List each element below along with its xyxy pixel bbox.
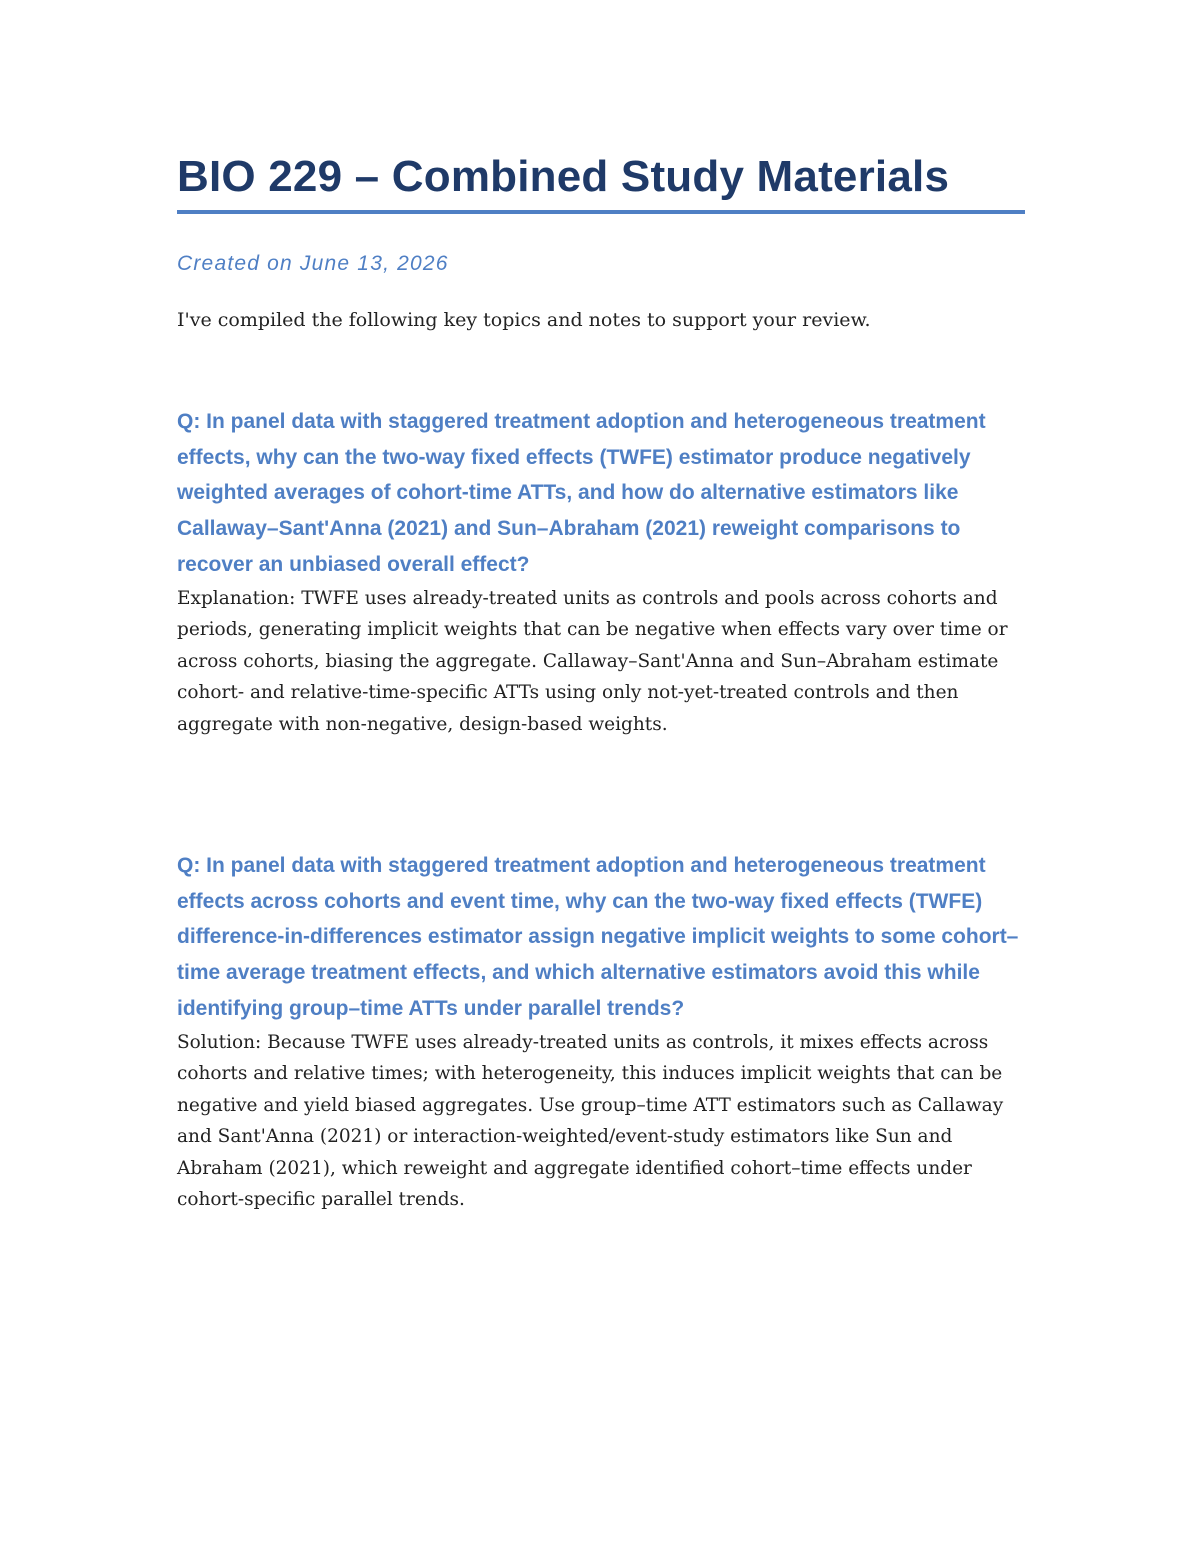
answer-paragraph: Solution: Because TWFE uses already-treated units as controls, it mixes effects across cohorts and relative times; with heterogeneity, this induces implicit weights that can be negative and yield biased aggregates. Use group–time ATT estimators such as Callaway and Sant'Anna (2021) or interaction-weighted/event-study estimators like Sun and Abraham (2021), which reweight and aggregate identified cohort–time effects under cohort-specific parallel trends. [177,1031,1004,1211]
document-title: BIO 229 – Combined Study Materials [177,150,1025,214]
answer-paragraph: Explanation: TWFE uses already-treated units as controls and pools across cohorts and periods, generating implicit weights that can be negative when effects vary over time or across cohorts, biasing the aggregate. Callaway–Sant'Anna and Sun–Abraham estimate cohort- and relative-time-specific ATTs using only not-yet-treated controls and then aggregate with non-negative, design-based weights. [177,587,1008,735]
intro-paragraph: I've compiled the following key topics and notes to support your review. [177,309,871,331]
question-heading: Q: In panel data with staggered treatment adoption and heterogeneous treatment effects, why can the two-way fixed effects (TWFE) estimator produce negatively weighted averages of cohort-time ATTs, and how do alternative estimators like Callaway–Sant'Anna (2021) and Sun–Abraham (2021) reweight comparisons to recover an unbiased overall effect? [177,410,986,576]
qa-item [177,848,1025,1216]
qa-item [177,404,1025,740]
created-date: Created on June 13, 2026 [177,252,449,275]
question-heading: Q: In panel data with staggered treatment adoption and heterogeneous treatment effects across cohorts and event time, why can the two-way fixed effects (TWFE) difference-in-differences estimator assign negative implicit weights to some cohort–time average treatment effects, and which alternative estimators avoid this while identifying group–time ATTs under parallel trends? [177,854,1019,1020]
document-body [177,150,1025,1216]
